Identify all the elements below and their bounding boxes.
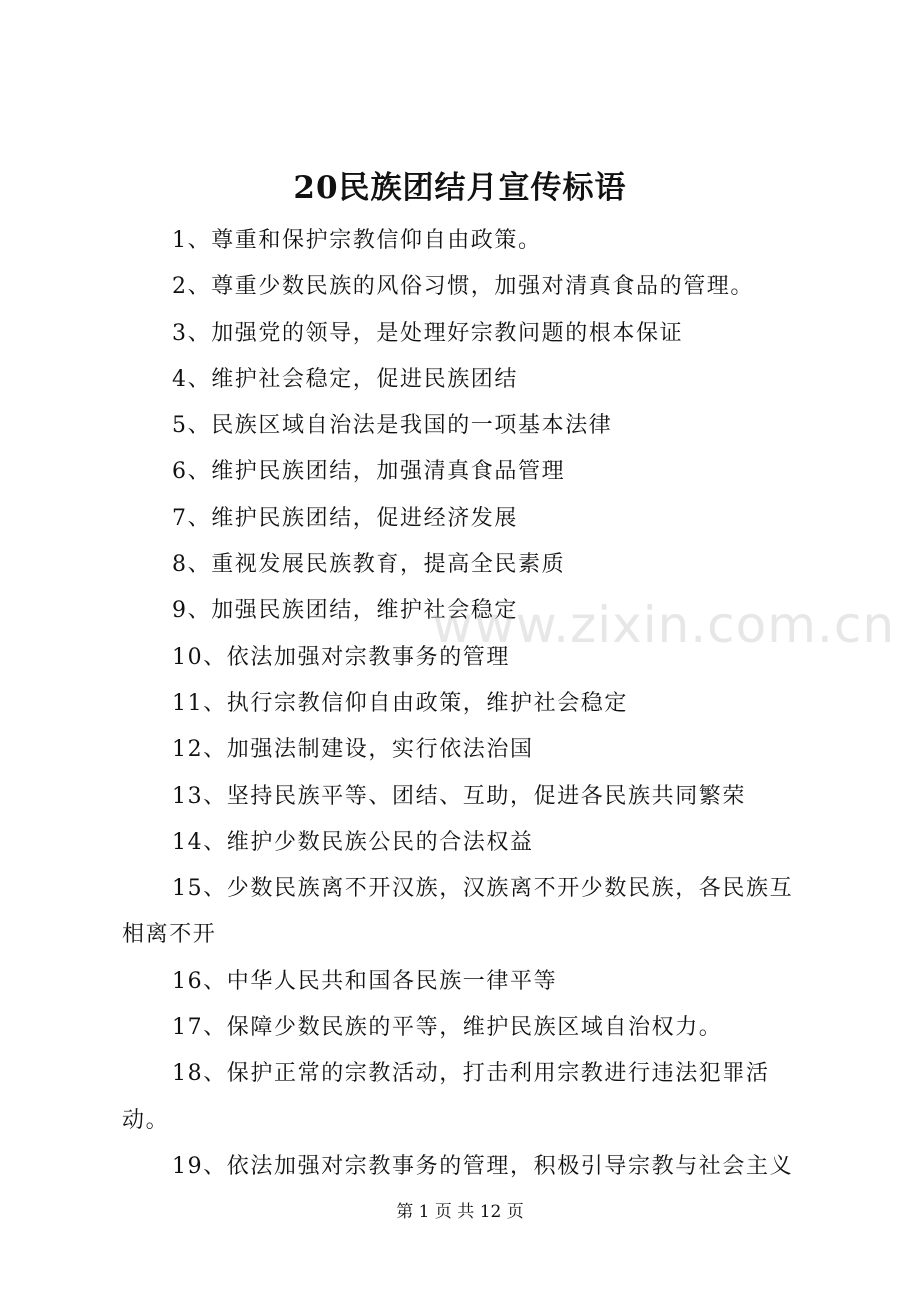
list-item: 3、加强党的领导，是处理好宗教问题的根本保证 bbox=[172, 320, 684, 346]
list-item: 10、依法加强对宗教事务的管理 bbox=[172, 644, 510, 670]
list-item: 14、维护少数民族公民的合法权益 bbox=[172, 829, 534, 855]
list-item: 6、维护民族团结，加强清真食品管理 bbox=[172, 459, 566, 485]
watermark: www.zixin.com.cn bbox=[432, 596, 896, 654]
list-item: 2、尊重少数民族的风俗习惯，加强对清真食品的管理。 bbox=[172, 274, 754, 300]
list-item: 18、保护正常的宗教活动，打击利用宗教进行违法犯罪活动。 bbox=[122, 1061, 770, 1133]
list-item: 17、保障少数民族的平等，维护民族区域自治权力。 bbox=[172, 1015, 723, 1041]
slogan-list bbox=[122, 218, 812, 1190]
list-item: 15、少数民族离不开汉族，汉族离不开少数民族，各民族互相离不开 bbox=[122, 876, 794, 948]
list-item: 8、重视发展民族教育，提高全民素质 bbox=[172, 552, 566, 578]
list-item: 13、坚持民族平等、团结、互助，促进各民族共同繁荣 bbox=[172, 783, 746, 809]
list-item: 11、执行宗教信仰自由政策，维护社会稳定 bbox=[172, 690, 628, 716]
list-item: 5、民族区域自治法是我国的一项基本法律 bbox=[172, 413, 613, 439]
list-item: 4、维护社会稳定，促进民族团结 bbox=[172, 366, 518, 392]
list-item: 9、加强民族团结，维护社会稳定 bbox=[172, 598, 518, 624]
list-item: 19、依法加强对宗教事务的管理，积极引导宗教与社会主义 bbox=[172, 1153, 794, 1179]
document-title: 20民族团结月宣传标语 bbox=[293, 170, 627, 206]
list-item: 7、维护民族团结，促进经济发展 bbox=[172, 505, 518, 531]
list-item: 12、加强法制建设，实行依法治国 bbox=[172, 737, 534, 763]
list-item: 1、尊重和保护宗教信仰自由政策。 bbox=[172, 228, 542, 253]
page-footer: 第 1 页 共 12 页 bbox=[396, 1202, 524, 1222]
list-item: 16、中华人民共和国各民族一律平等 bbox=[172, 968, 558, 994]
